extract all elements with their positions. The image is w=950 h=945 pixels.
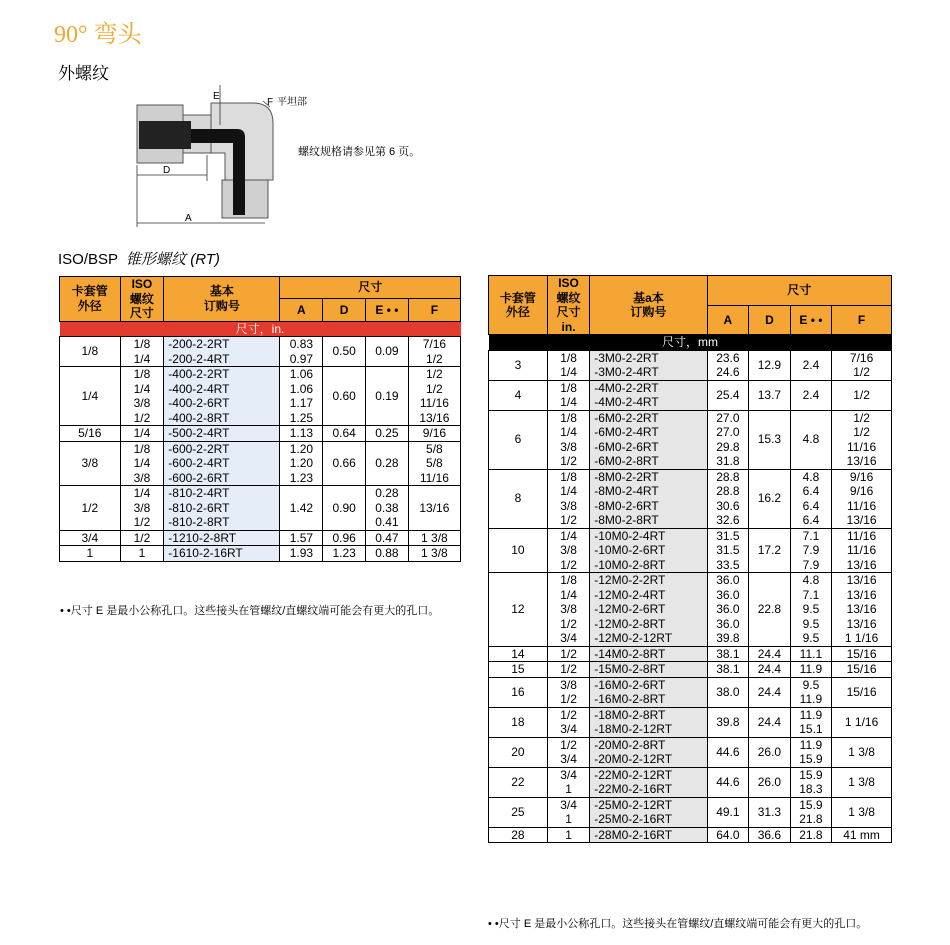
footnote-mm: • •尺寸 E 是最小公称孔口。这些接头在管螺纹/直螺纹端可能会有更大的孔口。 [488, 918, 868, 930]
cell-size: 1/8 1/4 3/8 1/2 [120, 367, 164, 426]
cell-a: 31.5 31.5 33.5 [707, 528, 749, 573]
cell-order: -25M0-2-12RT -25M0-2-16RT [590, 797, 707, 827]
unit-row: 尺寸，in. [60, 321, 461, 337]
table-row [60, 337, 461, 367]
cell-order: -600-2-2RT -600-2-4RT -600-2-6RT [164, 441, 280, 486]
header-order-no: 基a本 订购号 [590, 276, 707, 335]
cell-a: 0.83 0.97 [280, 337, 323, 367]
cell-order: -810-2-4RT -810-2-6RT -810-2-8RT [164, 486, 280, 531]
cell-od: 22 [489, 767, 548, 797]
cell-f: 1 3/8 [832, 767, 892, 797]
cell-order: -12M0-2-2RT -12M0-2-4RT -12M0-2-6RT -12M0-2-8RT -12M0-2-12RT [590, 573, 707, 647]
cell-size: 3/8 1/2 [547, 677, 589, 707]
cell-e: 11.9 15.1 [790, 707, 832, 737]
cell-od: 14 [489, 646, 548, 662]
cell-a: 64.0 [707, 827, 749, 843]
table-row [489, 797, 892, 827]
cell-f: 9/16 [408, 426, 460, 442]
section-heading-prefix: ISO/BSP [58, 251, 119, 268]
cell-od: 1/8 [60, 337, 121, 367]
fitting-diagram [125, 85, 465, 235]
cell-f: 13/16 13/16 13/16 13/16 1 1/16 [832, 573, 892, 647]
cell-a: 39.8 [707, 707, 749, 737]
cell-size: 1/8 1/4 3/8 [120, 441, 164, 486]
cell-a: 25.4 [707, 380, 749, 410]
cell-a: 1.93 [280, 546, 323, 562]
cell-od: 10 [489, 528, 548, 573]
cell-e: 7.1 7.9 7.9 [790, 528, 832, 573]
cell-e: 0.28 0.38 0.41 [366, 486, 409, 531]
header-a: A [707, 305, 749, 335]
cell-f: 7/16 1/2 [408, 337, 460, 367]
cell-f: 7/16 1/2 [832, 350, 892, 380]
cell-d: 26.0 [749, 767, 791, 797]
cell-f: 1/2 1/2 11/16 13/16 [408, 367, 460, 426]
cell-od: 1/4 [60, 367, 121, 426]
cell-f: 41 mm [832, 827, 892, 843]
cell-a: 44.6 [707, 767, 749, 797]
cell-a: 38.0 [707, 677, 749, 707]
cell-od: 28 [489, 827, 548, 843]
cell-order: -14M0-2-8RT [590, 646, 707, 662]
cell-d: 16.2 [749, 469, 791, 528]
table-row [489, 410, 892, 469]
cell-d: 24.4 [749, 662, 791, 678]
cell-size: 1/4 [120, 426, 164, 442]
header-d: D [749, 305, 791, 335]
header-f: F [408, 299, 460, 321]
mm-table [488, 275, 892, 843]
cell-e: 2.4 [790, 350, 832, 380]
cell-size: 1/8 1/4 3/8 1/2 3/4 [547, 573, 589, 647]
cell-order: -4M0-2-2RT -4M0-2-4RT [590, 380, 707, 410]
cell-size: 3/4 1 [547, 767, 589, 797]
page-title: 90° 弯头 [54, 22, 142, 48]
cell-a: 1.13 [280, 426, 323, 442]
cell-e: 4.8 [790, 410, 832, 469]
cell-f: 1 3/8 [408, 546, 460, 562]
cell-d: 24.4 [749, 707, 791, 737]
cell-f: 15/16 [832, 677, 892, 707]
cell-e: 2.4 [790, 380, 832, 410]
mm-table-body [489, 350, 892, 843]
header-tube-od: 卡套管 外径 [60, 277, 121, 322]
table-row [489, 646, 892, 662]
cell-od: 12 [489, 573, 548, 647]
diagram-label-a: A [185, 213, 192, 224]
cell-d: 0.50 [323, 337, 366, 367]
cell-order: -400-2-2RT -400-2-4RT -400-2-6RT -400-2-8RT [164, 367, 280, 426]
cell-d: 12.9 [749, 350, 791, 380]
cell-e: 0.19 [366, 367, 409, 426]
cell-size: 1/8 1/4 [547, 380, 589, 410]
cell-order: -3M0-2-2RT -3M0-2-4RT [590, 350, 707, 380]
cell-od: 4 [489, 380, 548, 410]
diagram-note: 螺纹规格请参见第 6 页。 [298, 146, 421, 158]
cell-od: 1 [60, 546, 121, 562]
cell-d: 0.64 [323, 426, 366, 442]
cell-od: 5/16 [60, 426, 121, 442]
cell-e: 15.9 21.8 [790, 797, 832, 827]
section-heading-name: 锥形螺纹 (RT) [126, 251, 220, 268]
cell-size: 1/8 1/4 [120, 337, 164, 367]
header-dims: 尺寸 [707, 276, 891, 306]
cell-od: 3/4 [60, 530, 121, 546]
cell-e: 11.9 [790, 662, 832, 678]
cell-e: 11.9 15.9 [790, 737, 832, 767]
table-row [60, 441, 461, 486]
cell-e: 9.5 11.9 [790, 677, 832, 707]
header-thread-size: ISO 螺纹 尺寸 in. [547, 276, 589, 335]
cell-a: 36.0 36.0 36.0 36.0 39.8 [707, 573, 749, 647]
cell-order: -1210-2-8RT [164, 530, 280, 546]
cell-a: 1.06 1.06 1.17 1.25 [280, 367, 323, 426]
cell-od: 1/2 [60, 486, 121, 531]
cell-f: 1 3/8 [408, 530, 460, 546]
diagram-label-f: F [267, 97, 274, 108]
table-row [489, 469, 892, 528]
cell-f: 11/16 11/16 13/16 [832, 528, 892, 573]
cell-d: 24.4 [749, 677, 791, 707]
header-e: E • • [790, 305, 832, 335]
header-a: A [280, 299, 323, 321]
cell-d: 31.3 [749, 797, 791, 827]
table-row [489, 677, 892, 707]
table-row [489, 573, 892, 647]
cell-size: 1/4 3/8 1/2 [547, 528, 589, 573]
cell-e: 15.9 18.3 [790, 767, 832, 797]
cell-f: 1 3/8 [832, 737, 892, 767]
table-row [489, 707, 892, 737]
cell-size: 1/2 [547, 646, 589, 662]
cell-order: -1610-2-16RT [164, 546, 280, 562]
cell-d: 17.2 [749, 528, 791, 573]
cell-od: 3 [489, 350, 548, 380]
page-subtitle: 外螺纹 [58, 64, 109, 83]
cell-a: 1.57 [280, 530, 323, 546]
inch-table-body [60, 337, 461, 562]
cell-order: -10M0-2-4RT -10M0-2-6RT -10M0-2-8RT [590, 528, 707, 573]
cell-d: 0.60 [323, 367, 366, 426]
cell-e: 0.88 [366, 546, 409, 562]
cell-e: 0.47 [366, 530, 409, 546]
cell-d: 15.3 [749, 410, 791, 469]
table-row [489, 350, 892, 380]
cell-size: 1/2 3/4 [547, 737, 589, 767]
cell-size: 1/2 [547, 662, 589, 678]
header-dims: 尺寸 [280, 277, 461, 299]
header-order-no: 基本 订购号 [164, 277, 280, 322]
cell-e: 21.8 [790, 827, 832, 843]
cell-e: 11.1 [790, 646, 832, 662]
cell-order: -20M0-2-8RT -20M0-2-12RT [590, 737, 707, 767]
cell-order: -16M0-2-6RT -16M0-2-8RT [590, 677, 707, 707]
cell-d: 1.23 [323, 546, 366, 562]
cell-e: 4.8 7.1 9.5 9.5 9.5 [790, 573, 832, 647]
cell-f: 1/2 1/2 11/16 13/16 [832, 410, 892, 469]
cell-f: 15/16 [832, 646, 892, 662]
cell-e: 4.8 6.4 6.4 6.4 [790, 469, 832, 528]
cell-od: 3/8 [60, 441, 121, 486]
cell-od: 6 [489, 410, 548, 469]
cell-size: 1/2 3/4 [547, 707, 589, 737]
cell-a: 28.8 28.8 30.6 32.6 [707, 469, 749, 528]
cell-f: 1 3/8 [832, 797, 892, 827]
cell-e: 0.28 [366, 441, 409, 486]
cell-order: -22M0-2-12RT -22M0-2-16RT [590, 767, 707, 797]
cell-f: 9/16 9/16 11/16 13/16 [832, 469, 892, 528]
diagram-label-d: D [163, 165, 171, 176]
cell-a: 38.1 [707, 646, 749, 662]
cell-e: 0.09 [366, 337, 409, 367]
diagram-label-e: E [213, 91, 220, 102]
cell-d: 0.90 [323, 486, 366, 531]
cell-a: 27.0 27.0 29.8 31.8 [707, 410, 749, 469]
cell-size: 1/8 1/4 3/8 1/2 [547, 410, 589, 469]
cell-order: -200-2-2RT -200-2-4RT [164, 337, 280, 367]
diagram-label-f-text: 平坦部 [277, 97, 307, 108]
unit-row: 尺寸，mm [489, 335, 892, 351]
cell-order: -15M0-2-8RT [590, 662, 707, 678]
inch-table [59, 276, 461, 562]
diagram-bore [191, 129, 245, 215]
diagram-tube [139, 121, 191, 149]
table-row [489, 528, 892, 573]
cell-a: 44.6 [707, 737, 749, 767]
cell-order: -28M0-2-16RT [590, 827, 707, 843]
table-row [60, 426, 461, 442]
table-row [60, 486, 461, 531]
cell-od: 25 [489, 797, 548, 827]
cell-size: 1/4 3/8 1/2 [120, 486, 164, 531]
header-f: F [832, 305, 892, 335]
cell-d: 13.7 [749, 380, 791, 410]
cell-d: 24.4 [749, 646, 791, 662]
cell-od: 15 [489, 662, 548, 678]
cell-d: 22.8 [749, 573, 791, 647]
cell-f: 1 1/16 [832, 707, 892, 737]
cell-od: 20 [489, 737, 548, 767]
cell-od: 16 [489, 677, 548, 707]
cell-d: 26.0 [749, 737, 791, 767]
footnote-inch: • •尺寸 E 是最小公称孔口。这些接头在管螺纹/直螺纹端可能会有更大的孔口。 [60, 605, 440, 617]
cell-size: 1/8 1/4 [547, 350, 589, 380]
table-row [489, 827, 892, 843]
cell-d: 0.96 [323, 530, 366, 546]
cell-f: 5/8 5/8 11/16 [408, 441, 460, 486]
table-row [60, 530, 461, 546]
cell-a: 38.1 [707, 662, 749, 678]
cell-od: 8 [489, 469, 548, 528]
header-d: D [323, 299, 366, 321]
cell-f: 1/2 [832, 380, 892, 410]
cell-a: 1.42 [280, 486, 323, 531]
cell-size: 1/8 1/4 3/8 1/2 [547, 469, 589, 528]
table-row [489, 380, 892, 410]
cell-od: 18 [489, 707, 548, 737]
table-row [60, 546, 461, 562]
cell-d: 0.66 [323, 441, 366, 486]
header-tube-od: 卡套管 外径 [489, 276, 548, 335]
table-row [489, 737, 892, 767]
cell-order: -18M0-2-8RT -18M0-2-12RT [590, 707, 707, 737]
section-heading [58, 248, 220, 269]
cell-a: 49.1 [707, 797, 749, 827]
cell-e: 0.25 [366, 426, 409, 442]
cell-size: 1/2 [120, 530, 164, 546]
cell-f: 13/16 [408, 486, 460, 531]
cell-size: 3/4 1 [547, 797, 589, 827]
table-row [60, 367, 461, 426]
cell-size: 1 [547, 827, 589, 843]
cell-order: -6M0-2-2RT -6M0-2-4RT -6M0-2-6RT -6M0-2-8RT [590, 410, 707, 469]
header-thread-size: ISO 螺纹 尺寸 [120, 277, 164, 322]
cell-a: 1.20 1.20 1.23 [280, 441, 323, 486]
cell-order: -8M0-2-2RT -8M0-2-4RT -8M0-2-6RT -8M0-2-8RT [590, 469, 707, 528]
cell-f: 15/16 [832, 662, 892, 678]
table-row [489, 767, 892, 797]
cell-d: 36.6 [749, 827, 791, 843]
cell-size: 1 [120, 546, 164, 562]
table-row [489, 662, 892, 678]
header-e: E • • [366, 299, 409, 321]
cell-order: -500-2-4RT [164, 426, 280, 442]
cell-a: 23.6 24.6 [707, 350, 749, 380]
